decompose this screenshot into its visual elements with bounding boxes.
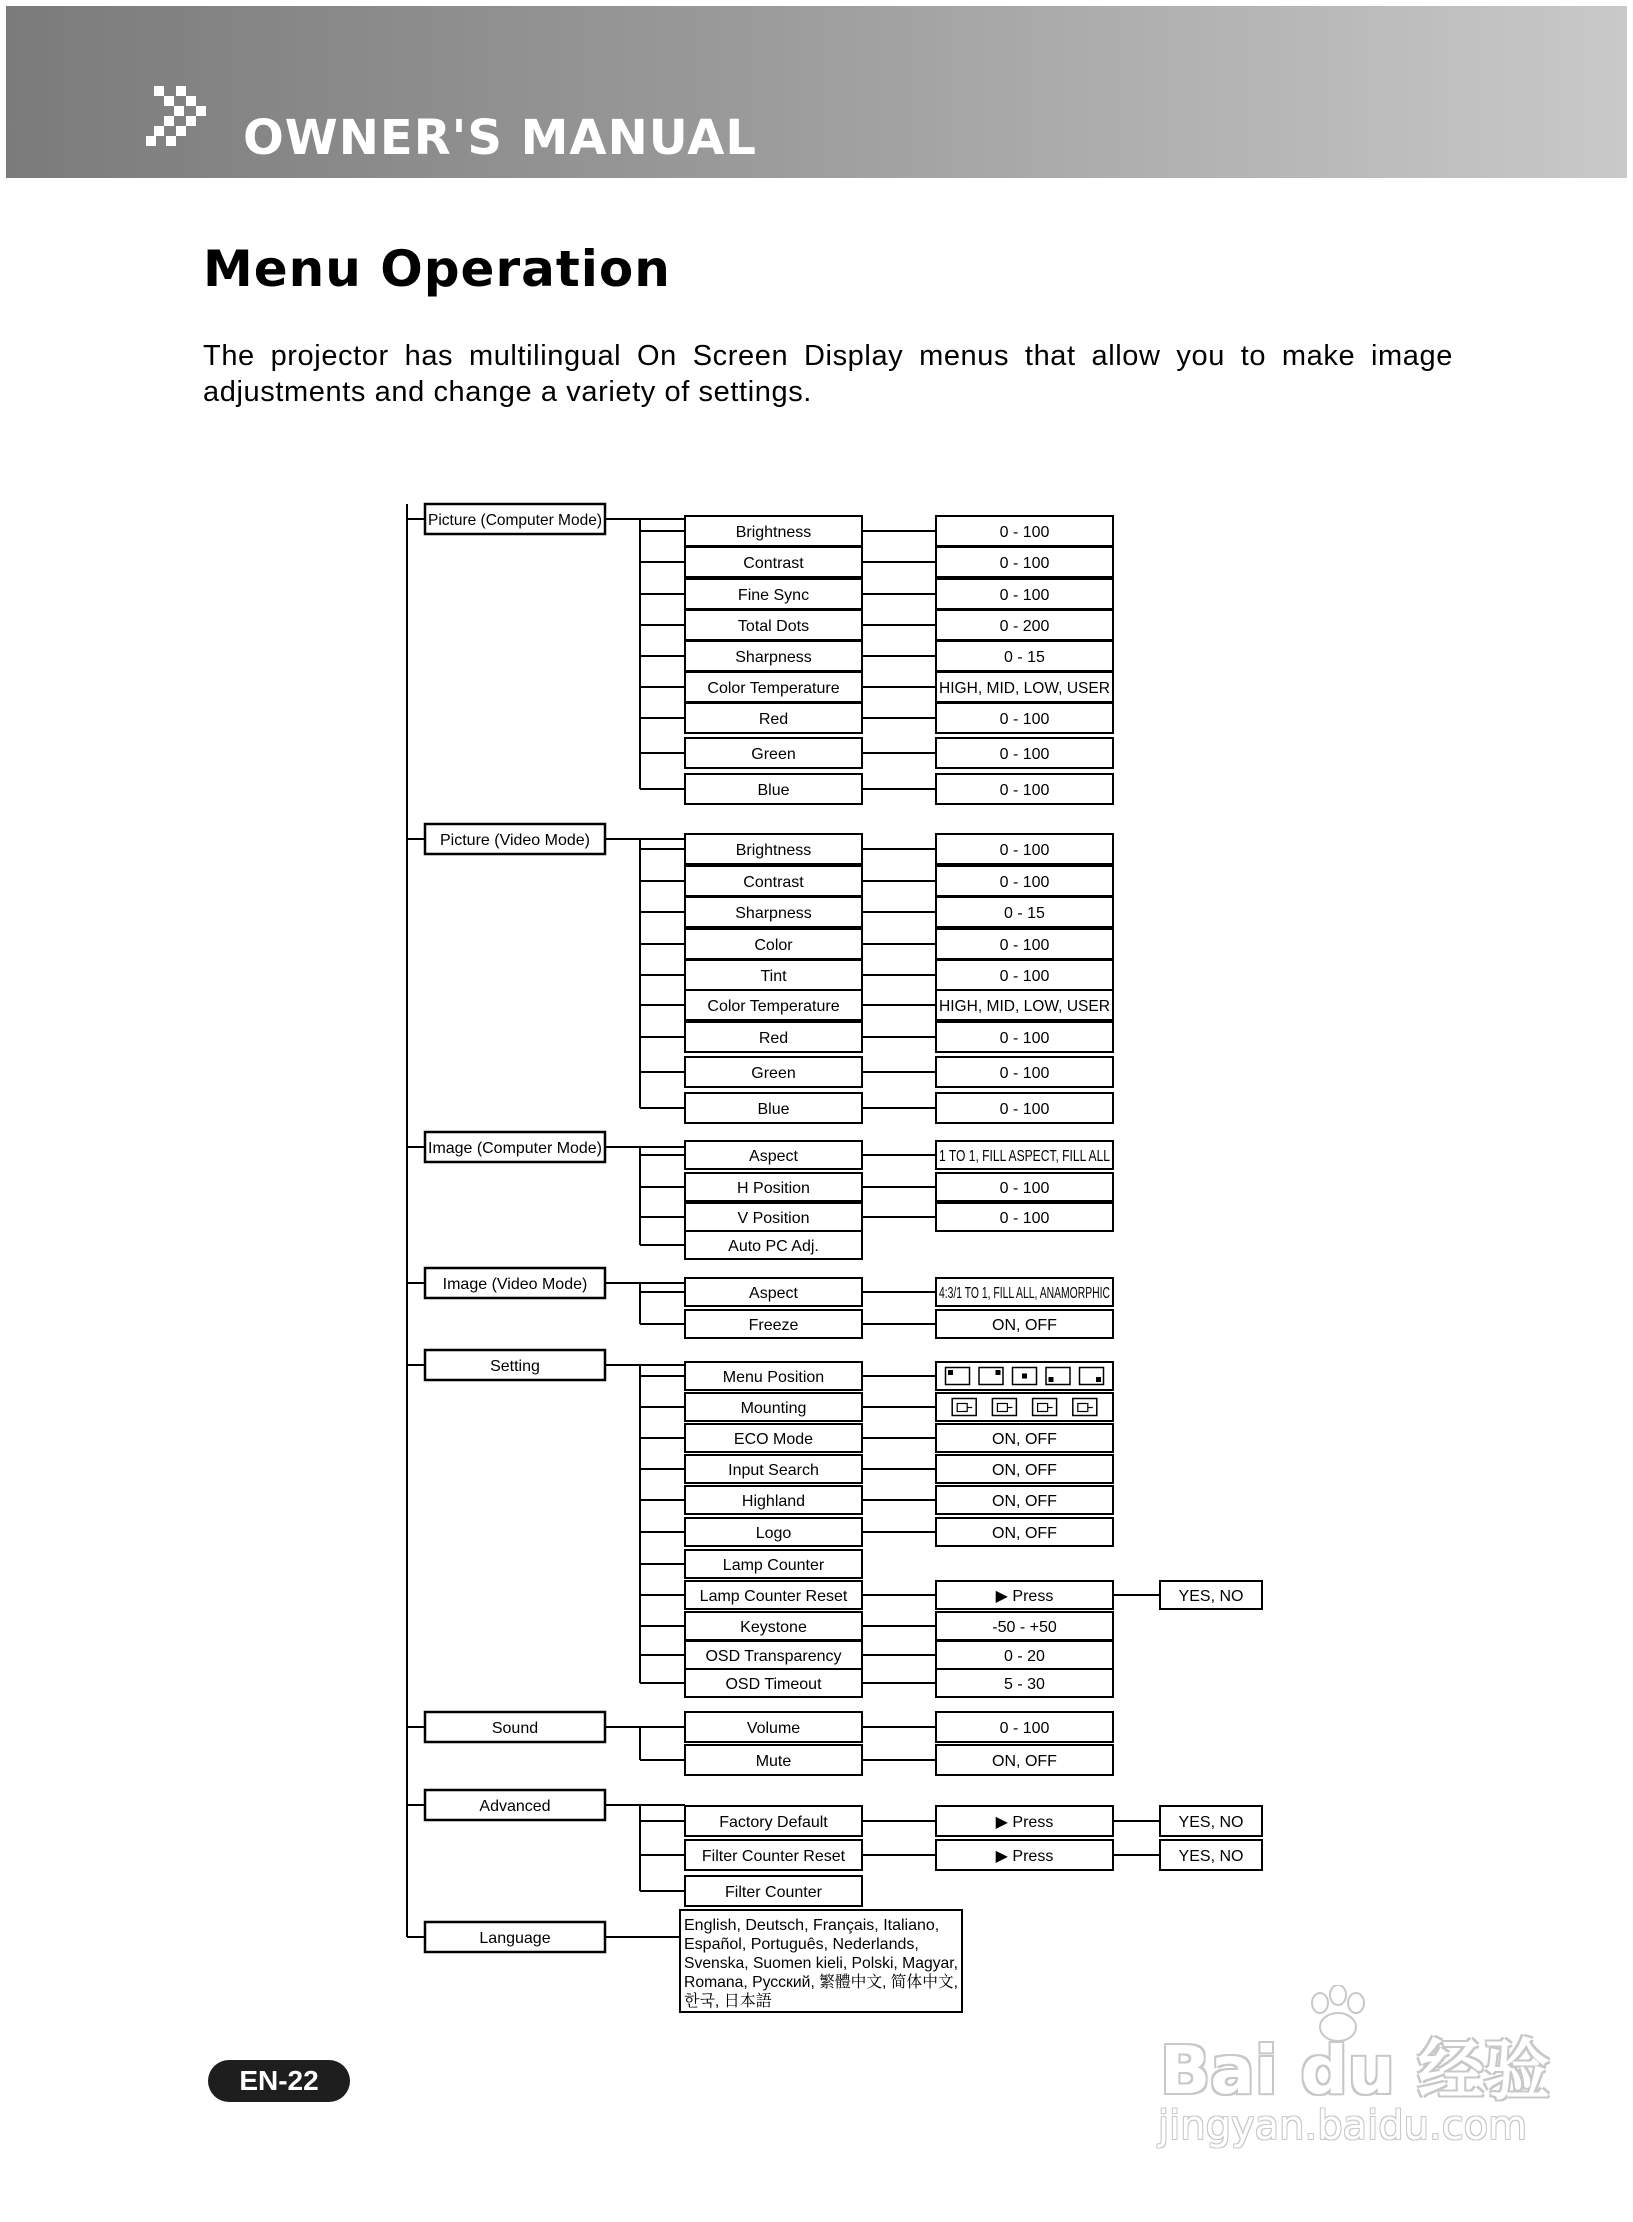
menu-value-text: 0 - 100 [999, 1720, 1050, 1737]
menu-group-0-text: Picture (Computer Mode) [428, 512, 602, 529]
menu-group-2-text: Image (Computer Mode) [428, 1140, 602, 1157]
menu-item-text: Green [751, 746, 796, 763]
watermark-main-text: Bai du 经验 [1160, 2032, 1550, 2109]
menu-item-text: Color [754, 937, 793, 954]
menu-item-text: Color Temperature [707, 680, 840, 697]
mounting-rear-ceiling-icon [1073, 1399, 1097, 1416]
menu-item-text: Volume [746, 1720, 801, 1737]
header-title: OWNER'S MANUAL [243, 110, 757, 166]
menu-confirm-text: YES, NO [1178, 1848, 1244, 1865]
menu-value-text: 0 - 100 [999, 711, 1050, 728]
menu-item-text: Red [758, 1030, 789, 1047]
menu-value-text: 0 - 100 [999, 1065, 1050, 1082]
menu-value-text: 0 - 100 [999, 874, 1050, 891]
menu-item-text: Mute [755, 1753, 792, 1770]
menu-value-text: 0 - 100 [999, 937, 1050, 954]
menu-item-text: Freeze [748, 1317, 799, 1334]
menu-item-text: Mounting [740, 1400, 807, 1417]
menu-item-text: Red [758, 711, 789, 728]
menu-value-text: 0 - 100 [999, 1030, 1050, 1047]
menu-item-text: H Position [737, 1180, 810, 1197]
menu-value-text: 0 - 100 [999, 1101, 1050, 1118]
menu-item-text: Auto PC Adj. [728, 1238, 819, 1255]
menu-item-text: Color Temperature [707, 998, 840, 1015]
menu-item-text: Aspect [749, 1285, 798, 1302]
menu-value-text: ON, OFF [992, 1493, 1057, 1510]
menu-item-text: Total Dots [737, 618, 810, 635]
menu-item-text: Green [751, 1065, 796, 1082]
menu-item-text: Lamp Counter Reset [699, 1588, 848, 1605]
menu-item-text: Input Search [728, 1462, 819, 1479]
mounting-front-desk-icon [952, 1399, 976, 1416]
menu-value-text: ON, OFF [992, 1525, 1057, 1542]
intro-paragraph: The projector has multilingual On Screen Display menus that allow you to make image adjustments and change a variety of settings. [203, 340, 1453, 408]
menu-item-text: Filter Counter [725, 1884, 822, 1901]
mounting-front-ceiling-icon [1033, 1399, 1057, 1416]
menu-value-text: 0 - 20 [1004, 1648, 1045, 1665]
menu-value-text: HIGH, MID, LOW, USER [939, 680, 1110, 697]
menu-value-text: ▶ Press [995, 1848, 1054, 1865]
menu-value-text: 0 - 100 [999, 587, 1050, 604]
menu-group-5-text: Sound [491, 1720, 539, 1737]
menu-group-3-text: Image (Video Mode) [442, 1276, 588, 1293]
menu-item-text: Fine Sync [737, 587, 810, 604]
menu-item-text: Blue [757, 1101, 790, 1118]
menu-value-text: ON, OFF [992, 1317, 1057, 1334]
menu-group-6-text: Advanced [479, 1798, 551, 1815]
menu-item-text: Logo [755, 1525, 792, 1542]
menu-item-text: V Position [737, 1210, 810, 1227]
menu-item-text: Contrast [743, 874, 804, 891]
menu-value-text: HIGH, MID, LOW, USER [939, 998, 1110, 1015]
menu-item-text: Factory Default [719, 1814, 828, 1831]
menu-item-text: Keystone [740, 1619, 807, 1636]
menu-value-text: 0 - 100 [999, 524, 1050, 541]
menu-value-text: 0 - 100 [999, 782, 1050, 799]
menu-item-text: Filter Counter Reset [701, 1848, 846, 1865]
menu-value-text: 4:3/1 TO 1, FILL ALL, ANAMORPHIC [939, 1285, 1110, 1302]
language-line-0: English, Deutsch, Français, Italiano, [684, 1917, 940, 1934]
menu-value-text: 5 - 30 [1004, 1676, 1045, 1693]
menu-confirm-text: YES, NO [1178, 1814, 1244, 1831]
menu-item-text: Menu Position [722, 1369, 825, 1386]
mounting-rear-desk-icon [992, 1399, 1016, 1416]
menu-group-4-text: Setting [490, 1358, 540, 1375]
menu-value-text: 0 - 15 [1004, 649, 1045, 666]
menu-item-text: Blue [757, 782, 790, 799]
menu-value-text: 0 - 100 [999, 746, 1050, 763]
menu-value-text: 0 - 100 [999, 555, 1050, 572]
menu-item-text: OSD Transparency [705, 1648, 842, 1665]
menu-value-text: ON, OFF [992, 1753, 1057, 1770]
page-title: Menu Operation [203, 240, 671, 298]
menu-value-text: 0 - 100 [999, 1210, 1050, 1227]
menu-item-text: Tint [760, 968, 787, 985]
menu-item-text: Sharpness [735, 905, 812, 922]
menu-value-text: -50 - +50 [992, 1619, 1057, 1636]
menu-value-text: 0 - 200 [999, 618, 1050, 635]
menu-value-text: ON, OFF [992, 1462, 1057, 1479]
menu-value-text: ▶ Press [995, 1814, 1054, 1831]
menu-value-text: 0 - 100 [999, 968, 1050, 985]
menu-value-text: 0 - 100 [999, 1180, 1050, 1197]
menu-item-text: Highland [741, 1493, 806, 1510]
menu-item-text: ECO Mode [733, 1431, 814, 1448]
menu-item-text: OSD Timeout [725, 1676, 822, 1693]
language-line-4: 한국, 日本語 [684, 1993, 772, 2010]
menu-value-text: 0 - 100 [999, 842, 1050, 859]
language-line-3: Romana, Русский, 繁體中文, 简体中文, [684, 1974, 963, 1991]
menu-confirm-text: YES, NO [1178, 1588, 1244, 1605]
menu-item-text: Brightness [735, 524, 812, 541]
menu-item-text: Aspect [749, 1148, 798, 1165]
page-number-badge: EN-22 [208, 2060, 350, 2102]
menu-item-text: Sharpness [735, 649, 812, 666]
menu-value-text: 1 TO 1, FILL ASPECT, FILL ALL [939, 1148, 1111, 1165]
menu-value-text: 0 - 15 [1004, 905, 1045, 922]
menu-value-text: ON, OFF [992, 1431, 1057, 1448]
menu-item-text: Contrast [743, 555, 804, 572]
menu-group-1-text: Picture (Video Mode) [440, 832, 590, 849]
language-line-1: Español, Português, Nederlands, [684, 1936, 919, 1953]
language-line-2: Svenska, Suomen kieli, Polski, Magyar, [684, 1955, 958, 1972]
menu-group-7-text: Language [479, 1930, 551, 1947]
menu-item-text: Brightness [735, 842, 812, 859]
menu-value-text: ▶ Press [995, 1588, 1054, 1605]
menu-item-text: Lamp Counter [722, 1557, 825, 1574]
watermark-sub-text: jingyan.baidu.com [1158, 2103, 1528, 2149]
watermark [1150, 1985, 1550, 2165]
